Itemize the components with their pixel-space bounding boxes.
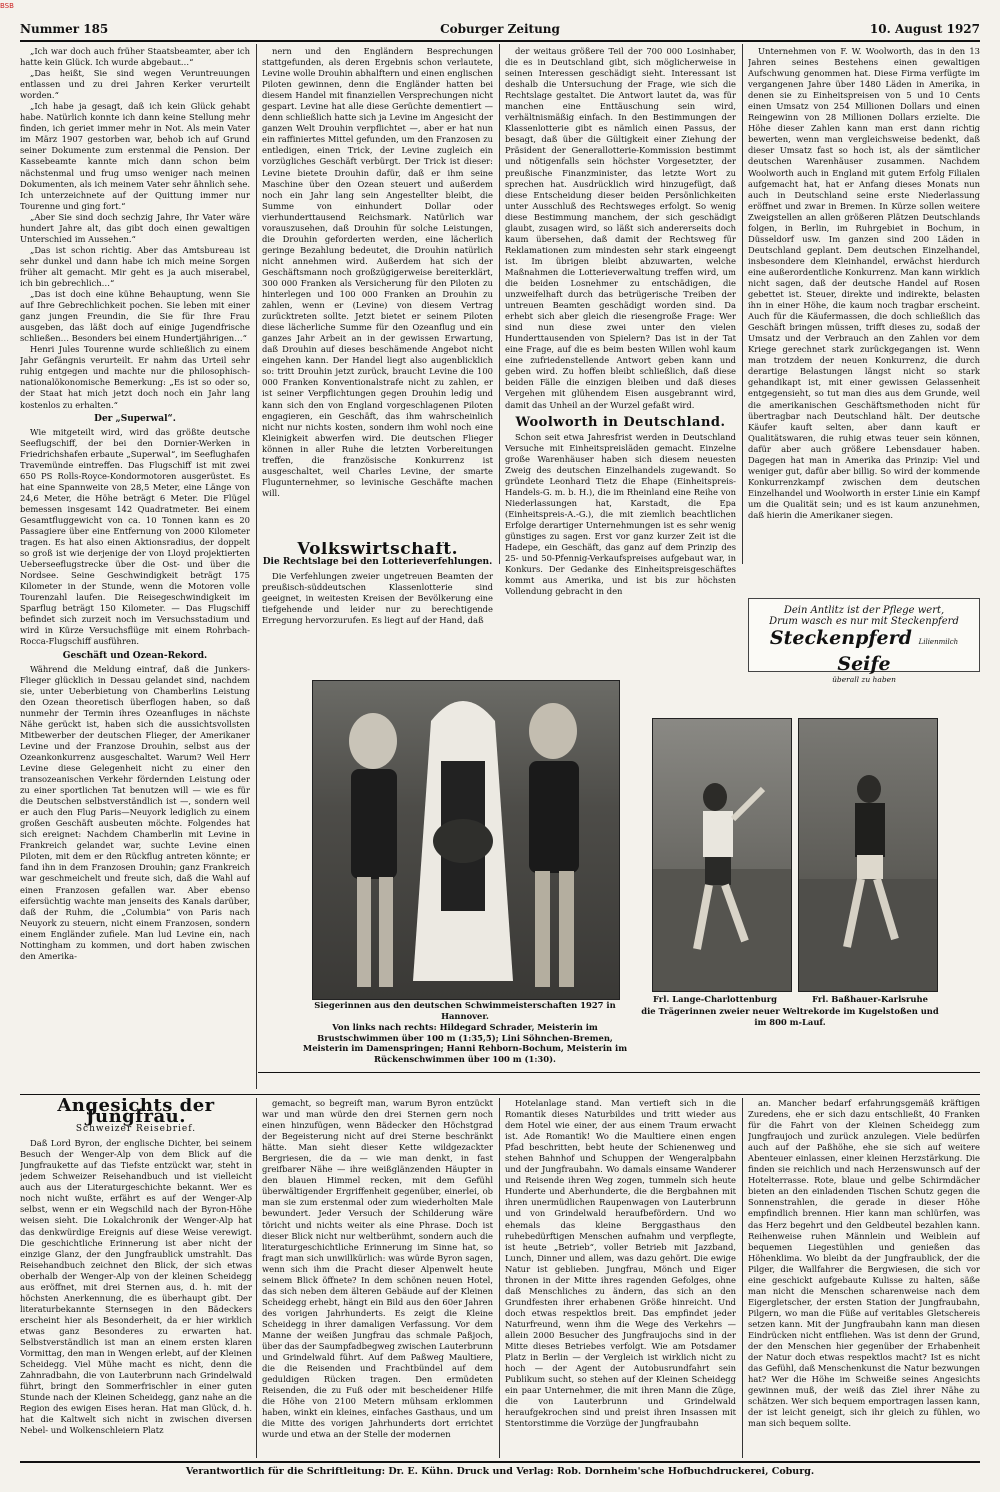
column-divider [499, 1098, 500, 1458]
jungfrau-rule [20, 1094, 980, 1095]
paragraph: Schon seit etwa Jahresfrist werden in Deutschland Versuche mit Einheitspreisläden gemacht. Einzelne große Warenhäuser haben sich diesem neuesten Zweig des deutschen Einzelhandels zugewandt. So gründete Leonhard Tietz die Ehape (Einheitspreis-Handels-G. m. b. H.), die im Rheinland eine Reihe von Niederlassungen hat, Karstadt, die Epa (Einheitspreis-A.-G.), die mit ziemlich beachtlichen Erfolge derartiger Unternehmungen ist es sehr wenig günstiges zu sagen. Erst vor ganz kurzer Zeit ist die Hadepe, ein Geschäft, das ganz auf dem Prinzip des 25- und 50-Pfennig-Verkaufspreises aufgebaut war, in Konkurs. Der Gedanke des Einheitspreisgeschäftes kommt aus Amerika, und ist bis zur höchsten Vollendung gebracht in den [505, 431, 736, 597]
paragraph: nern und den Engländern Besprechungen stattgefunden, als deren Ergebnis schon verlautete, Levine wolle Drouhin abhalftern und einen englischen Piloten gewinnen, denn die Engländer hatten bei diesem Handel mit finanziellen Versprechungen nicht gespart. Levine hat alle diese Gerüchte dementiert — denn schließlich hatte sich ja Levine im Angesicht der ganzen Welt Drouhin verpflichtet —, aber er hat nun ein raffiniertes Mittel gefunden, um den Franzosen zu entledigen, einen Trick, der Levine zugleich ein vorzügliches Geschäft verbürgt. Der Trick ist dieser: Levine bietete Drouhin dafür, daß er ihm seine Maschine über den Ozean steuert und außerdem noch ein Jahr lang sein Angestellter bleibt, die Summe von einhundert Dollar oder vierhunderttausend Reichsmark. Natürlich war vorauszusehen, daß Drouhin für solche Leistungen, die Drouhin geforderten werden, eine lächerlich geringe Bezahlung bedeutet, die Drouhin natürlich nicht annehmen wird. Außerdem hat sich der Geschäftsmann noch großzügigerweise bereiterklärt, 300 000 Franken als Versicherung für den Piloten zu hinterlegen und 100 000 Franken an Drouhin zu zahlen, wenn er (Levine) von diesem Vertrag zurücktreten sollte. Jetzt bietet er seinem Piloten diese lächerliche Summe für den Ozeanflug und ein ganzes Jahr Arbeit an in der gewissen Erwartung, daß Drouhin auf dieses beschämende Angebot nicht eingehen kann. Der Handel liegt also augenblicklich so: tritt Drouhin jetzt zurück, braucht Levine die 100 000 Franken Konventionalstrafe nicht zu zahlen, er ist seiner Verpflichtungen gegen Drouhin ledig und kann sich den von England vorgeschlagenen Piloten engagieren, ein Geschäft, das ihm wahrscheinlich nicht nur nichts kosten, sondern ihm wohl noch eine Kleinigkeit abwerfen wird. Die deutschen Flieger können in aller Ruhe die letzten Vorbereitungen treffen, die französische Konkurrenz ist ausgeschaltet, weil Charles Levine, der smarte Flugunternehmer, so levinische Geschäfte machen will. [262, 46, 493, 498]
column-divider [742, 44, 743, 564]
ad-brand: Steckenpferd [769, 627, 912, 649]
article-column-2 [262, 46, 493, 538]
footer-rule [20, 1461, 980, 1463]
paragraph: „Das ist schon richtig. Aber das Amtsbureau ist sehr dunkel und dann habe ich mich meine Sorgen früher alt gemacht. Mir geht es ja auch miserabel, ich bin gebrechlich…“ [20, 244, 250, 288]
runner-caption: Frl. Baßhauer-Karlsruhe [812, 994, 928, 1004]
jungfrau-column-3 [505, 1098, 736, 1458]
ad-line-2: Drum wasch es nur mit Steckenpferd [769, 616, 959, 627]
corner-mark: BSB [0, 2, 14, 10]
jungfrau-column-1 [20, 1098, 252, 1458]
shotput-photo [652, 718, 792, 992]
article-column-4 [748, 46, 980, 586]
header-rule [20, 40, 980, 42]
runner-photo-image [799, 719, 937, 991]
jungfrau-column-4 [748, 1098, 980, 1458]
woolworth-heading: Woolworth in Deutschland. [515, 414, 726, 430]
ad-brand-soap: Seife [837, 653, 891, 675]
section-rule [258, 1072, 980, 1073]
issue-number: Nummer 185 [20, 22, 109, 36]
jungfrau-title: Angesichts der Jungfrau. [57, 1098, 215, 1128]
section-subtitle: Die Rechtslage bei den Lotterieverfehlungen. [262, 557, 493, 568]
paragraph: Die Verfehlungen zweier ungetreuen Beamten der preußisch-süddeutschen Klassenlotterie sind geeignet, in weitesten Kreisen der Bevölkerung eine tiefgehende und leider nur zu berechtigende Erregung hervorzurufen. Es liegt auf der Hand, daß [262, 571, 493, 626]
column-divider [256, 44, 257, 1089]
page-header [20, 22, 980, 38]
athletes-caption-text: die Trägerinnen zweier neuer Weltrekorde im Kugelstoßen und im 800 m-Lauf. [641, 1006, 939, 1027]
paragraph: „Ich war doch auch früher Staatsbeamter, aber ich hatte kein Glück. Ich wurde abgebaut…“ [20, 46, 250, 68]
paragraph: „Ich habe ja gesagt, daß ich kein Glück gehabt habe. Natürlich konnte ich dann keine Stellung mehr finden, ich geriet immer mehr in Not. Als mein Vater im März 1907 gestorben war, behob ich auf Grund seiner Dokumente zum erstenmal die Pension. Der Kassebeamte kannte mich dann schon beim nächstenmal und frug umso weniger nach meinen Dokumenten, als ich meinem Vater sehr ähnlich sehe. Ich unterzeichnete auf der Quittung immer nur Tourenne und ging fort.“ [20, 101, 250, 211]
volkswirtschaft-section [262, 542, 493, 672]
shotput-photo-image [653, 719, 791, 991]
section-title: Volkswirtschaft. [296, 542, 459, 559]
paragraph: Wie mitgeteilt wird, wird das größte deutsche Seeflugschiff, der bei den Dornier-Werken in Friedrichshafen erbaute „Superwal“, im Seeflughafen Travemünde eintreffen. Das Flugschiff ist mit zwei 650 PS Rolls-Royce-Kondormotoren ausgerüstet. Es hat eine Spannweite von 28,5 Meter, eine Länge von 24,6 Meter, die Höhe beträgt 6 Meter. Die Flügel bemessen insgesamt 142 Quadratmeter. Bei einem Gesamtfluggewicht von ca. 10 Tonnen kann es 20 Passagiere über eine Entfernung von 2000 Kilometer tragen. Es hat also einen Aktionsradius, der doppelt so groß ist wie derjenige der von Lloyd projektierten Ueberseeflugstrecke über die Ost- und über die Nordsee. Seine Geschwindigkeit beträgt 175 Kilometer in der Stunde, wenn die Motoren volle Tourenzahl laufen. Die Reisegeschwindigkeit im Sparflug beträgt 150 Kilometer. — Das Flugschiff befindet sich zurzeit noch im Versuchsstadium und wird in Kürze Versuchsflüge mit einem Rohrbach-Rocca-Flugschiff ausführen. [20, 426, 250, 647]
column-divider [742, 1098, 743, 1458]
swimmers-caption-text: Von links nach rechts: Hildegard Schrader, Meisterin im Brustschwimmen über 100 m (1:35,5); Lini Söhnchen-Bremen, Meisterin im Damenspringen; Hanni Rehborn-Bochum, Meisterin im Rückenschwimmen über 100 m (1:30). [302, 1022, 628, 1064]
paragraph: Unternehmen von F. W. Woolworth, das in den 13 Jahren seines Bestehens einen gewaltigen Aufschwung genommen hat. Diese Firma verfügte im vergangenen Jahre über 1480 Läden in Amerika, in denen sie zu Einheitspreisen von 5 und 10 Cents einen Umsatz von 254 Millionen Dollars und einen Reingewinn von 28 Millionen Dollars erzielte. Die Höhe dieser Zahlen kann man erst dann richtig bewerten, wenn man vergleichsweise bedenkt, daß dieser Umsatz fast so hoch ist, als der sämtlicher deutschen Warenhäuser zusammen. Nachdem Woolworth auch in England mit gutem Erfolg Filialen aufgemacht hat, hat er Anfang dieses Monats nun auch in Deutschland seine erste Niederlassung eröffnet und zwar in Bremen. In Kürze sollen weitere Zweigstellen an allen größeren Plätzen Deutschlands folgen, in Berlin, im Ruhrgebiet in Bochum, in Düsseldorf usw. Im ganzen sind 200 Läden in Deutschland geplant. Dem deutschen Einzelhandel, insbesondere dem Kleinhandel, erwächst hierdurch eine außerordentliche Konkurrenz. Man kann wirklich nicht sagen, daß der deutsche Handel auf Rosen gebettet ist. Steuer, direkte und indirekte, belasten ihn in einer Höhe, die kaum noch tragbar erscheint. Auch für die Käufermassen, die doch schließlich das Geschäft bringen müssen, trifft dieses zu, sodaß der Umsatz und der Verbrauch an den Zahlen vor dem Kriege gerechnet stark zurückgegangen ist. Wenn man trotzdem der neuen Konkurrenz, die durch derartige Belastungen längst nicht so stark gehandikapt ist, mit einer gewissen Gelassenheit entgegensieht, so tut man dies aus dem Grunde, weil die amerikanischen Geschäftsmethoden nicht für übertragbar nach Deutschland hält. Der deutsche Käufer kauft selten, aber dann kauft er Qualitätswaren, die ruhig etwas teuer sein können, dafür aber auch größere Lebensdauer haben. Dagegen hat man in Amerika das Prinzip: Viel und weniger gut, dafür aber billig. So wird der kommende Konkurrenzkampf zwischen dem deutschen Einzelhandel und Woolworth in erster Linie ein Kampf um die Qualität sein; und es ist kaum anzunehmen, daß hierin die Amerikaner siegen. [748, 46, 980, 520]
steckenpferd-advertisement [748, 598, 980, 684]
paragraph: Hotelanlage stand. Man vertieft sich in die Romantik dieses Naturbildes und tritt wieder aus dem Hotel wie einer, der aus einem Traum erwacht ist. Ade Romantik! Wo die Maultiere einen engen Pfad beschritten, bebt heute der Schienenweg und stehen Bahnhof und Schuppen der Wengeralpbahn und der Jungfraubahn. Wo damals einsame Wanderer und Reisende ihren Weg zogen, tummeln sich heute Hunderte und Aberhunderte, die die Bergbahnen mit ihren unermüdlichen Raupenwagen von Lauterbrunn und von Grindelwald heraufbefördern. Und wo ehemals das kleine Berggasthaus den ruhebedürftigen Menschen aufnahm und verpflegte, ist heute „Betrieb“, voller Betrieb mit Jazzband, Lunch, Dinner und allem, was dazu gehört. Die ewige Natur ist geblieben. Jungfrau, Mönch und Eiger thronen in der Mitte ihres ragenden Gefolges, ohne daß Menschliches zu ändern, das sich an den Grundfesten ihrer erhabenen Größe hinreicht. Und doch etwas respektlos breit. Das empfindet jeder Naturfreund, wenn ihm die Wege des Verkehrs — allein 2000 Besucher des Jungfraujochs sind in der Mitte dieses Betriebes verfolgt. Wie am Potsdamer Platz in Berlin — der Vergleich ist wirklich nicht zu hoch — der Agent der Autobusrundfahrt sein Publikum sucht, so stehen auf der Kleinen Scheidegg ein paar Unternehmer, die mit ihren Mann die Züge, die von Lauterbrunn und Grindelwald heraufgekrochen sind und preist ihren Insassen mit Stentorstimme die Vorzüge der Jungfraubahn [505, 1098, 736, 1429]
paragraph: „Aber Sie sind doch sechzig Jahre, Ihr Vater wäre hundert Jahre alt, das gibt doch einen gewaltigen Unterschied im Aussehen.“ [20, 211, 250, 244]
article-column-3 [505, 46, 736, 668]
swimmers-caption-title: Siegerinnen aus den deutschen Schwimmeisterschaften 1927 in Hannover. [314, 1000, 616, 1021]
newspaper-title: Coburger Zeitung [440, 22, 560, 36]
paragraph: „Das heißt, Sie sind wegen Veruntreuungen entlassen und zu drei Jahren Kerker verurteilt worden.“ [20, 68, 250, 101]
jungfrau-subtitle: Schweizer Reisebrief. [75, 1124, 197, 1135]
imprint-footer: Verantwortlich für die Schriftleitung: Dr. E. Kühn. Druck und Verlag: Rob. Dornheim'sche Hofbuchdruckerei, Coburg. [185, 1466, 815, 1477]
paragraph: „Das ist doch eine kühne Behauptung, wenn Sie auf Ihre Gebrechlichkeit pochen. Sie leben mit einer ganz jungen Freundin, die Sie für Ihre Frau ausgeben, das läßt doch auf einige Jugendfrische schließen… Besonders bei einem Hundertjährigen…“ [20, 289, 250, 344]
swimmers-photo [312, 680, 620, 1000]
ozean-rekord-heading: Geschäft und Ozean-Rekord. [62, 650, 208, 661]
ad-line-3: überall zu haben [832, 675, 896, 684]
article-column-1 [20, 46, 250, 1086]
runner-photo [798, 718, 938, 992]
paragraph: Henri Jules Tourenne wurde schließlich zu einem Jahr Gefängnis verurteilt. Er nahm das Urteil sehr ruhig entgegen und machte nur die philosophisch-nationalökonomische Bemerkung: „Es ist so oder so, der Staat hat mich jetzt doch noch ein Jahr lang kostenlos zu erhalten.“ [20, 344, 250, 410]
shotput-caption: Frl. Lange-Charlottenburg [652, 994, 778, 1004]
ad-line-1: Dein Antlitz ist der Pflege wert, [783, 605, 945, 616]
paragraph: der weitaus größere Teil der 700 000 Losinhaber, die es in Deutschland gibt, sich möglicherweise in seinen Interessen geschädigt sieht. Interessant ist deshalb die Untersuchung der Frage, wie sich die Rechtslage gestaltet. Die Antwort lautet da, was für manchen eine Enttäuschung sein wird, verhältnismäßig einfach. In den Bestimmungen der Klassenlotterie gibt es nämlich einen Passus, der besagt, daß über die Gültigkeit einer Ziehung der Präsident der Generallotterie-Kommission bestimmt und nötigenfalls sein höchster Vorgesetzter, der preußische Finanzminister, das letzte Wort zu sprechen hat. Ausdrücklich wird hinzugefügt, daß diese Entscheidung dieser beiden Persönlichkeiten unter Ausschluß des Rechtsweges erfolgt. So wenig diese Bestimmung manchem, der sich geschädigt glaubt, zusagen wird, so läßt sich andererseits doch kaum übersehen, daß damit der Rechtsweg für Reklamationen zum mindesten sehr stark eingeengt ist. Im übrigen bleibt abzuwarten, welche Maßnahmen die Lotterieverwaltung treffen wird, um die beiden Losnehmer zu entschädigen, die unzweifelhaft durch das betrügerische Treiben der untreuen Beamten geschädigt worden sind. Da erhebt sich aber gleich die riesengroße Frage: Wer sind nun diese zwei unter den vielen Hunderttausenden von Spielern? Das ist in der Tat eine Frage, auf die es beim besten Willen wohl kaum eine zufriedenstellende Antwort geben kann und geben wird. Zu hoffen bleibt schließlich, daß diese beiden Fälle die einzigen bleiben und daß dieses Vergehen mit glühendem Eisen ausgebrannt wird, damit das Unheil an der Wurzel gefaßt wird. [505, 46, 736, 410]
column-divider [256, 1098, 257, 1458]
column-divider [499, 44, 500, 564]
superwal-heading: Der „Superwal“. [94, 413, 176, 424]
ad-product: Lilienmilch [918, 638, 959, 646]
paragraph: Daß Lord Byron, der englische Dichter, bei seinem Besuch der Wenger-Alp von dem Blick auf die Jungfraukette auf das Tiefste entzückt war, steht in jedem Schweizer Reisehandbuch und ist vielleicht auch aus der Literaturgeschichte bekannt. Wer es noch nicht wußte, erfährt es auf der Wenger-Alp selbst, wenn er ein Wegschild nach der Byron-Höhe weisen sieht. Die Lokalchronik der Wenger-Alp hat das denkwürdige Ereignis auf diese Weise verewigt. Die geschichtliche Erinnerung ist aber nicht der einzige Glanz, der den Jungfraublick umstrahlt. Das Reisehandbuch zeichnet den Blick, der sich etwas oberhalb der Wenger-Alp von der kleinen Scheidegg aus eröffnet, mit drei Sternen aus, d. h. mit der höchsten Anerkennung, die es überhaupt gibt. Der literaturbekannte Sternsegen in den Bädeckers erscheint hier als Besonderheit, da er hier wirklich etwas ganz Besonderes zu erwarten hat. Selbstverständlich ist man an einem ersten klaren Vormittag, den man in Wengen erlebt, auf der Kleinen Scheidegg. Viel Mühe macht es nicht, denn die Zahnradbahn, die von Lauterbrunn nach Grindelwald führt, bringt den Sommerfrischler in einer guten Stunde nach der Kleinen Scheidegg, ganz nahe an die Region des ewigen Eises heran. Hat man Glück, d. h. hat die Kaltwelt sich nicht in zwischen diversen Nebel- und Wolkenschleiern Platz [20, 1138, 252, 1436]
swimmers-photo-image [313, 681, 619, 999]
paragraph: an. Mancher bedarf erfahrungsgemäß kräftigen Zuredens, ehe er sich dazu entschließt, 40 Franken für die Fahrt von der Kleinen Scheidegg zum Jungfraujoch und zurück anzulegen. Viele bedürfen auch auf der Paßhöhe, ehe sie sich auf weitere Abenteuer einlassen, einer kleinen Herzstärkung. Die finden sie reichlich und nach Herzenswunsch auf der Hotelterrasse. Rote, blaue und gelbe Schirmdächer bieten an den einladenden Tischen Schutz gegen die Sonnenstrahlen, die gerade in dieser Höhe empfindlich brennen. Hier kann man schlürfen, was das Herz begehrt und den Geldbeutel bezahlen kann. Reihenweise ruhen Männlein und Weiblein auf bequemen Liegestühlen und genießen das Höhenklima. Wo bleibt da der Jungfraublick, der die Pilger, die Wallfahrer die Bergwiesen, die sich vor eine geschickt aufgebaute Kulisse zu halten, säße man nicht die Menschen scharenweise nach dem Eigergletscher, der ersten Station der Jungfraubahn, Pilgern, wo man die Füße auf veritables Gletschereis setzen kann. Mit der Jungfraubahn kann man diesen Eindrücken nicht entfliehen. Was ist denn der Grund, der den Menschen hier gegenüber der Erhabenheit der Natur doch etwas respektlos macht? Ist es nicht das Gefühl, daß Menschenkunst die Natur bezwungen hat? Wer die Höhe im Schweiße seines Angesichts gewinnen muß, der weiß das Ziel ihrer Nähe zu schätzen. Wer sich bequem emportragen lassen kann, der ist leicht geneigt, sich ihr gleich zu fühlen, wo man sich bequem sollte. [748, 1098, 980, 1429]
issue-date: 10. August 1927 [869, 22, 980, 36]
paragraph: gemacht, so begreift man, warum Byron entzückt war und man würde den drei Sternen gern noch einen hinzufügen, wenn Bädecker den Höchstgrad der Begeisterung nicht auf drei Sterne beschränkt hätte. Man sieht dieser Kette wildgezackter Bergriesen, die da — wie man denkt, in fast greifbarer Nähe — ihre weißglänzenden Häupter in den blauen Himmel recken, mit dem Gefühl überwältigender Ergriffenheit gegenüber, einerlei, ob man sie zum erstenmal oder zum wiederholten Male bewundert. Jeder Versuch der Schilderung wäre töricht und nichts weiter als eine Phrase. Doch ist dieser Blick nicht nur weltberühmt, sondern auch die literaturgeschichtliche Erinnerung im Sinne hat, so fragt man sich unwillkürlich: was würde Byron sagen, wenn sich ihm die Pracht dieser Alpenwelt heute seinem Blick öffnete? In dem schönen neuen Hotel, das sich neben dem älteren Gebäude auf der Kleinen Scheidegg erhebt, hängt ein Bild aus den 60er Jahren des vorigen Jahrhunderts. Es zeigt die Kleine Scheidegg in ihrer damaligen Verfassung. Vor dem Manne der weißen Jungfrau das schmale Paßjoch, über das der Saumpfadbegweg zwischen Lauterbrunn und Grindelwald führt. Auf dem Paßweg Maultiere, die die Reisenden und Frachtbündel auf dem geduldigen Rücken tragen. Den ermüdeten Reisenden, die zu Fuß oder mit bescheidener Hilfe die Höhe von 2100 Metern mühsam erklommen haben, winkt ein kleines, einfaches Gasthaus, und um die Mitte des vorigen Jahrhunderts dort errichtet wurde und etwa an der Stelle der modernen [262, 1098, 493, 1440]
jungfrau-column-2 [262, 1098, 493, 1458]
paragraph: Während die Meldung eintraf, daß die Junkers-Flieger glücklich in Dessau gelandet sind, nachdem sie, unter Ueberbietung von Chamberlins Leistung den Ozean theoretisch überflogen haben, so daß nunmehr der Termin ihres Ozeanfluges in nächste Nähe gerückt ist, haben sich die aussichtsvollsten Mitbewerber der deutschen Flieger, der Amerikaner Levine und der Franzose Drouhin, selbst aus der Ozeankonkurrenz ausgeschaltet. Warum? Weil Herr Levine diese Gelegenheit nicht zu einer den transozeanischen Verkehr fördernden Leistung oder zu einer sportlichen Tat benutzen will — wie es für die Deutschen selbstverständlich ist —, sondern weil er auch den Flug Paris—Neuyork lediglich zu einem großen Geschäft ausbeuten möchte. Folgendes hat sich ereignet: Nachdem Chamberlin mit Levine in Frankreich gelandet war, suchte Levine einen Piloten, mit dem er den Rückflug antreten könnte; er fand ihn in dem Franzosen Drouhin; ganz Frankreich war geschmeichelt und freute sich, daß die Wahl auf einen Franzosen gefallen war. Aber ebenso eifersüchtig wachte man jenseits des Kanals darüber, daß der Ruhm, die „Columbia“ von Paris nach Neuyork zu steuern, nicht einem Franzosen, sondern einem Engländer zufiele. Man lud Levine ein, nach Nottingham zu kommen, und dort haben zwischen den Amerika- [20, 663, 250, 961]
